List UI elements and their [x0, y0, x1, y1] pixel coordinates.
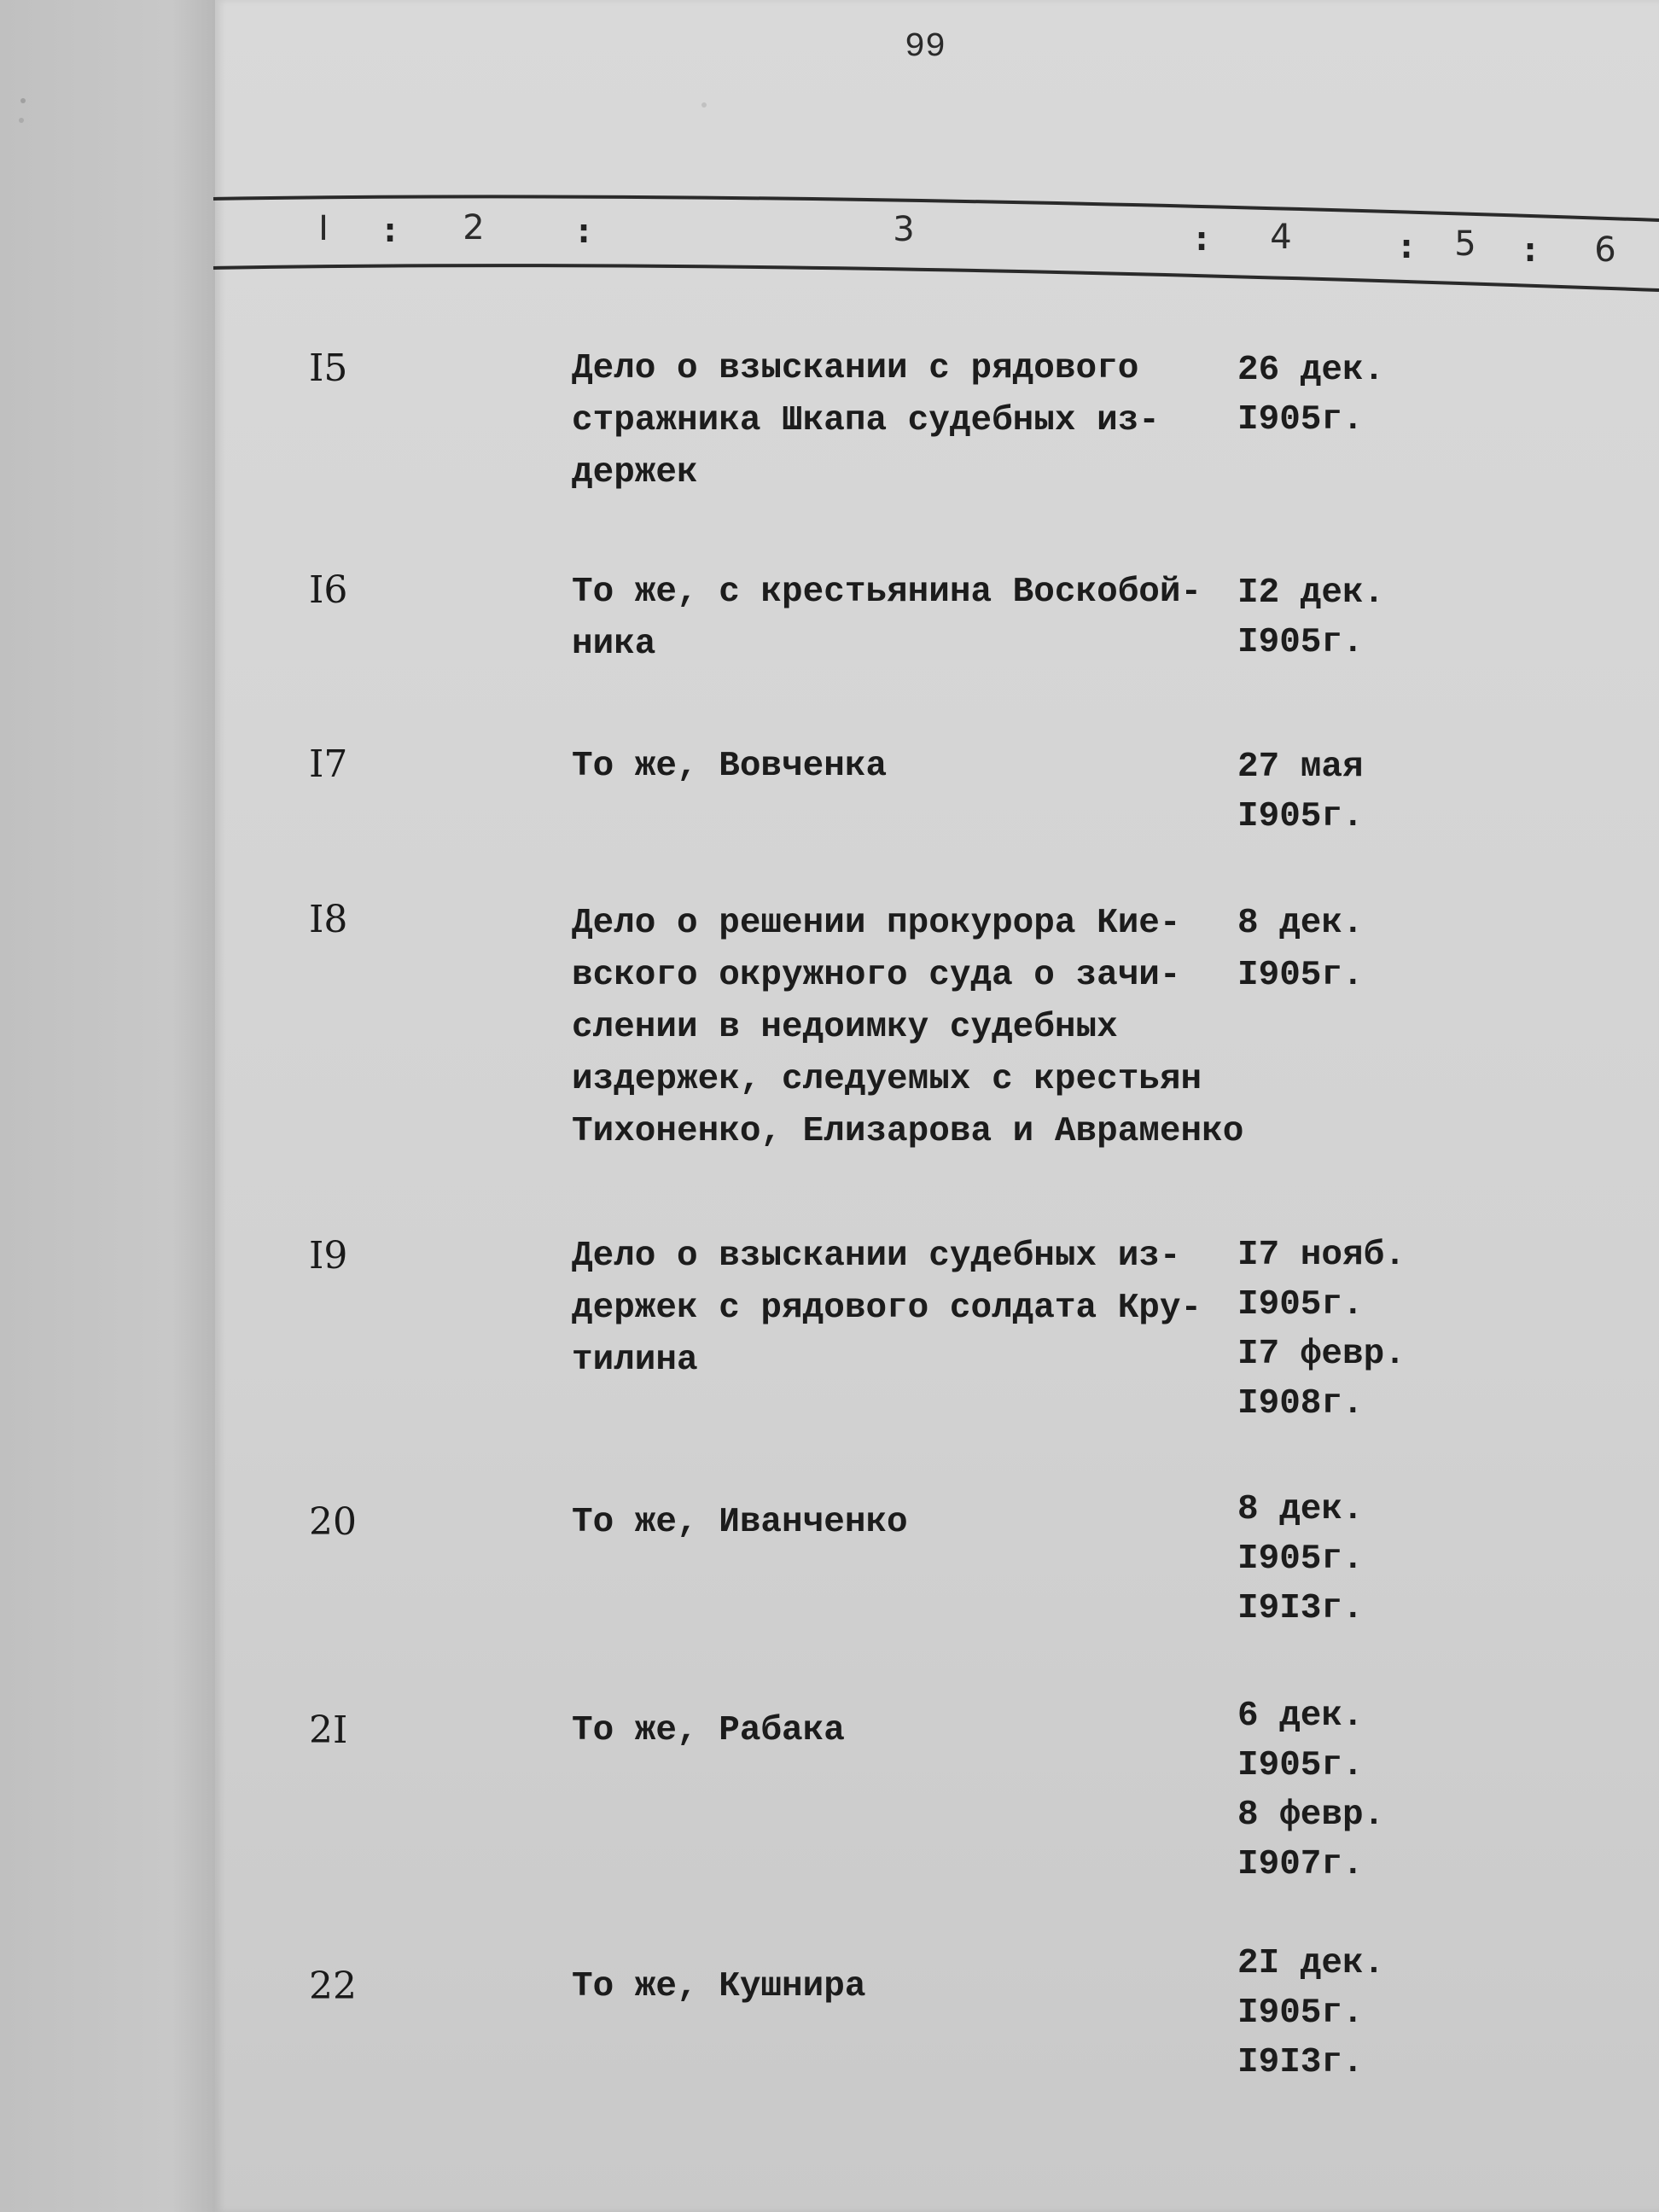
row-description — [572, 1231, 1220, 1387]
row-description — [572, 1497, 1220, 1549]
row-dates — [1237, 346, 1425, 445]
row-number: 2I — [309, 1708, 348, 1752]
date-line: I908г. — [1237, 1384, 1364, 1423]
column-separator: : — [1191, 219, 1213, 259]
description-line: То же, с крестьянина Воскобой- — [572, 573, 1202, 612]
description-line: издержек, следуемых с крестьян — [572, 1060, 1202, 1099]
row-dates — [1237, 742, 1425, 841]
row-description — [572, 898, 1246, 1158]
column-separator: : — [1520, 230, 1541, 270]
date-line: I7 февр. — [1237, 1335, 1406, 1374]
row-description — [572, 741, 1220, 793]
description-line: тилина — [572, 1341, 698, 1380]
date-line: I905г. — [1237, 400, 1364, 439]
description-line: То же, Рабака — [572, 1711, 845, 1750]
column-header-3: 3 — [893, 210, 915, 249]
row-dates — [1237, 1691, 1425, 1889]
date-line: 8 февр. — [1237, 1796, 1385, 1835]
row-number: I5 — [309, 346, 348, 390]
row-number: I9 — [309, 1234, 348, 1278]
date-line: I905г. — [1237, 1285, 1364, 1324]
row-description — [572, 343, 1220, 499]
date-line: I905г. — [1237, 623, 1364, 662]
date-line: I9I3г. — [1237, 2043, 1364, 2082]
column-header-1: I — [318, 209, 329, 248]
row-description — [572, 1961, 1220, 2013]
column-separator: : — [573, 212, 595, 251]
date-line: 8 дек. — [1237, 904, 1364, 943]
row-dates — [1237, 1485, 1425, 1633]
date-line: 6 дек. — [1237, 1697, 1364, 1736]
date-line: I905г. — [1237, 956, 1364, 995]
date-line: I905г. — [1237, 1994, 1364, 2033]
description-line: держек — [572, 453, 698, 492]
column-header-4: 4 — [1270, 218, 1292, 257]
description-line: Тихоненко, Елизарова и Авраменко — [572, 1112, 1244, 1151]
row-number: 20 — [309, 1500, 357, 1544]
date-line: I9I3г. — [1237, 1589, 1364, 1628]
date-line: I905г. — [1237, 797, 1364, 836]
description-line: стражника Шкапа судебных из- — [572, 401, 1160, 440]
description-line: вского окружного суда о зачи- — [572, 956, 1181, 995]
date-line: I2 дек. — [1237, 573, 1385, 613]
date-line: I907г. — [1237, 1845, 1364, 1884]
row-dates — [1237, 1939, 1425, 2087]
row-description — [572, 567, 1220, 671]
column-separator: : — [1396, 227, 1417, 266]
row-number: I6 — [309, 568, 348, 612]
row-dates — [1237, 1231, 1425, 1429]
page-number: 99 — [905, 28, 946, 67]
row-number: I8 — [309, 898, 348, 941]
description-line: ника — [572, 625, 656, 664]
description-line: То же, Вовченка — [572, 747, 888, 786]
date-line: I905г. — [1237, 1746, 1364, 1785]
row-dates — [1237, 898, 1425, 1002]
date-line: I7 нояб. — [1237, 1236, 1406, 1275]
date-line: 8 дек. — [1237, 1490, 1364, 1529]
description-line: То же, Кушнира — [572, 1967, 866, 2006]
description-line: То же, Иванченко — [572, 1503, 908, 1542]
margin-speck — [19, 118, 24, 123]
column-separator: : — [380, 211, 401, 250]
description-line: держек с рядового солдата Кру- — [572, 1289, 1202, 1328]
description-line: Дело о взыскании судебных из- — [572, 1237, 1181, 1276]
binding-margin — [0, 0, 215, 2212]
date-line: 27 мая — [1237, 748, 1364, 787]
row-dates — [1237, 568, 1425, 667]
date-line: 26 дек. — [1237, 351, 1385, 390]
row-description — [572, 1705, 1220, 1757]
description-line: Дело о решении прокурора Кие- — [572, 904, 1181, 943]
column-header-6: 6 — [1594, 230, 1616, 270]
row-number: I7 — [309, 742, 348, 786]
date-line: I905г. — [1237, 1540, 1364, 1579]
column-header-5: 5 — [1454, 224, 1476, 264]
paper-speck — [701, 102, 707, 108]
column-header-2: 2 — [463, 208, 485, 247]
description-line: слении в недоимку судебных — [572, 1008, 1118, 1047]
margin-speck — [20, 98, 26, 103]
row-number: 22 — [309, 1965, 357, 2008]
date-line: 2I дек. — [1237, 1944, 1385, 1983]
description-line: Дело о взыскании с рядового — [572, 349, 1139, 388]
